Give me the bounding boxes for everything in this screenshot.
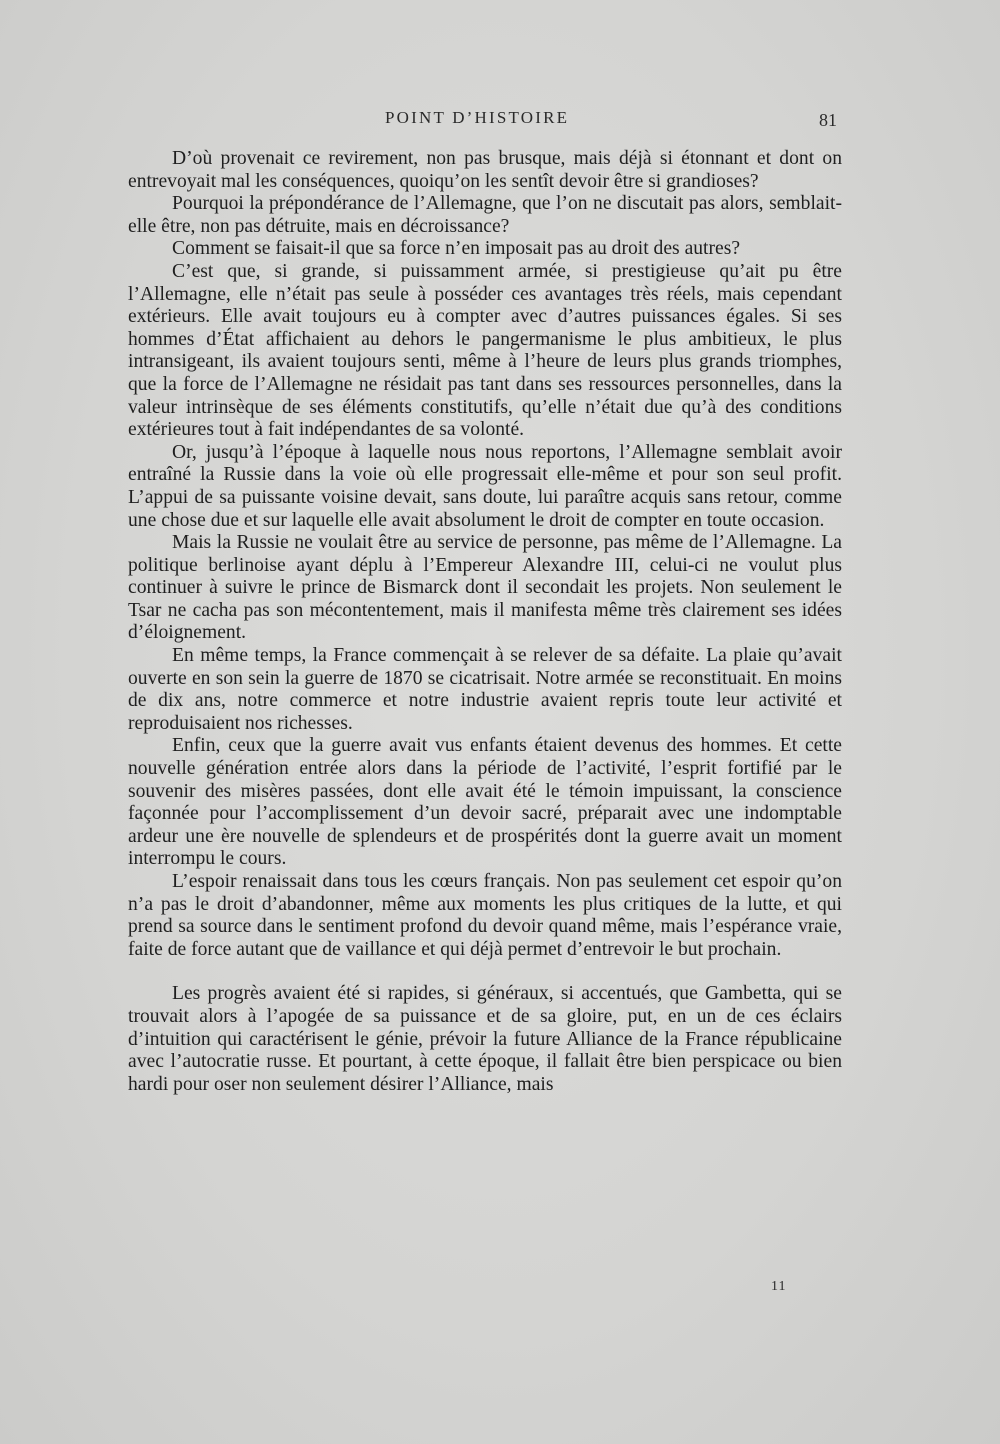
body-text [128,148,842,1096]
paragraph: Les progrès avaient été si rapides, si généraux, si accentués, que Gambetta, qui se trouvait alors à l’apogée de sa puissance et de sa gloire, put, en un de ces éclairs d’intuition qui caractérisent le génie, prévoir la future Alliance de la France républicaine avec l’autocratie russe. Et pourtant, à cette époque, il fallait être bien perspicace ou bien hardi pour oser non seulement désirer l’Alliance, mais [128,983,842,1095]
paragraph: Comment se faisait-il que sa force n’en imposait pas au droit des autres? [172,238,741,260]
signature-mark: 11 [771,1279,787,1294]
running-title: POINT D’HISTOIRE [385,108,570,127]
paragraph: Enfin, ceux que la guerre avait vus enfants étaient devenus des hommes. Et cette nouvelle génération entrée alors dans la période de l’activité, l’esprit fortifié par le souvenir des misères passées, dont elle avait été le témoin impuissant, la conscience façonnée pour l’accomplissement d’un devoir sacré, préparait avec une indomptable ardeur une ère nouvelle de splendeurs et de prospérités dont la guerre avait un moment interrompu le cours. [128,735,842,870]
paragraph: Or, jusqu’à l’époque à laquelle nous nous reportons, l’Allemagne semblait avoir entraîné la Russie dans la voie où elle progressait elle-même et pour son seul profit. L’appui de sa puissante voisine devait, sans doute, lui paraître acquis sans retour, comme une chose due et sur laquelle elle avait absolument le droit de compter en toute occasion. [128,441,842,531]
page-number: 81 [819,110,837,130]
paragraph: L’espoir renaissait dans tous les cœurs français. Non pas seulement cet espoir qu’on n’a pas le droit d’abandonner, même aux moments les plus critiques de la lutte, et qui prend sa source dans le sentiment profond du devoir quand même, mais l’espérance vraie, faite de force autant que de vaillance et qui déjà permet d’entrevoir le but prochain. [128,871,842,960]
paragraph: D’où provenait ce revirement, non pas brusque, mais déjà si étonnant et dont on entrevoyait mal les conséquences, quoiqu’on les sentît devoir être si grandioses? [128,148,842,192]
paragraph: Pourquoi la prépondérance de l’Allemagne, que l’on ne discutait pas alors, semblait-elle être, non pas détruite, mais en décroissance? [128,193,842,237]
paragraph: Mais la Russie ne voulait être au service de personne, pas même de l’Allemagne. La politique berlinoise ayant déplu à l’Empereur Alexandre III, celui-ci ne voulut plus continuer à suivre le prince de Bismarck dont il secondait les projets. Non seulement le Tsar ne cacha pas son mécontentement, mais il manifesta même très clairement ses idées d’éloignement. [128,532,842,644]
paragraph: En même temps, la France commençait à se relever de sa défaite. La plaie qu’avait ouverte en son sein la guerre de 1870 se cicatrisait. Notre armée se reconstituait. En moins de dix ans, notre commerce et notre industrie avaient repris toute leur activité et reproduisaient nos richesses. [128,645,842,734]
paragraph: C’est que, si grande, si puissamment armée, si prestigieuse qu’ait pu être l’Allemagne, elle n’était pas seule à posséder ces avantages très réels, mais cependant extérieurs. Elle avait toujours eu à compter avec d’autres puissances égales. Si ses hommes d’État affichaient au dehors le pangermanisme le plus ambitieux, le plus intransigeant, ils avaient toujours senti, même à l’heure de leurs plus grands triomphes, que la force de l’Allemagne ne résidait pas tant dans ses ressources personnelles, dans la valeur intrinsèque de ses éléments constitutifs, qu’elle n’était due qu’à des conditions extérieures tout à fait indépendantes de sa volonté. [128,260,842,441]
